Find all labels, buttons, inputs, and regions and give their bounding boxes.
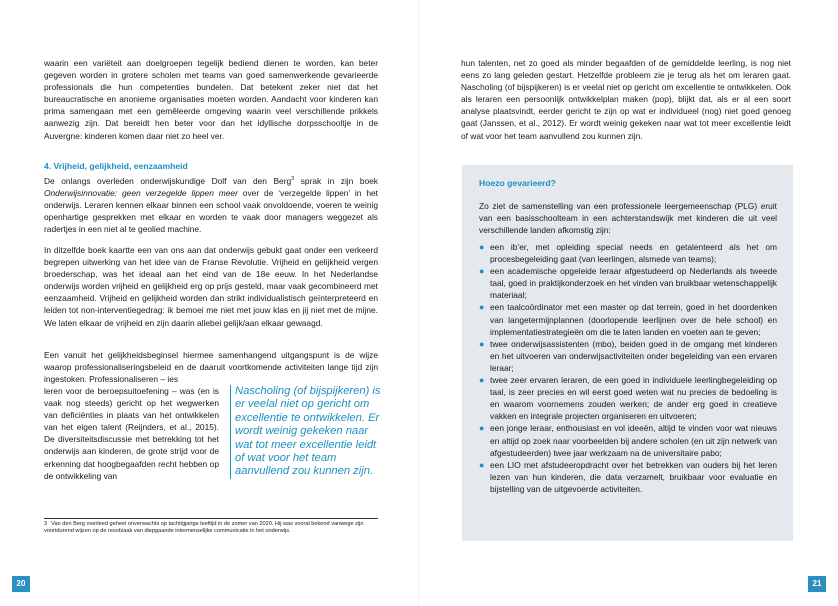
pull-quote: Nascholing (of bijspijkeren) is er veelal niet op gericht om excellentie te ontwikkelen. Er wordt weinig gekeken naar wat tot meer excellentie leidt of wat voor het team aanvullend zou kunnen zijn.: [230, 385, 385, 479]
box-intro: Zo ziet de samenstelling van een professionele leergemeenschap (PLG) eruit van een basisschoolteam in een achterstandswijk met kinderen die uit veel verschillende landen afkomstig zijn:: [479, 201, 777, 236]
bullet-icon: ●: [479, 423, 485, 434]
box-title: Hoezo gevarieerd?: [479, 178, 556, 188]
bullet-item: [479, 374, 777, 422]
bullet-item: [479, 338, 777, 374]
footnote-number: 3: [44, 521, 48, 527]
footnote-reference: 3: [291, 176, 295, 182]
bullet-icon: ●: [479, 266, 485, 277]
right-page: [419, 0, 838, 606]
bullet-item: [479, 265, 777, 301]
bullet-item: [479, 459, 777, 495]
bullet-text: een ib’er, met opleiding special needs en getalenteerd als het om procesbegeleiding gaat (van leerlingen, alsmede van teams);: [490, 242, 777, 265]
left-paragraph-1: waarin een variëteit aan doelgroepen tegelijk bediend dienen te worden, kan beter gegeven worden in grotere scholen met teams van goed samenwerkende gevarieerde professionals die hun competenties bundelen. Dat betekent zeker niet dat het bureaucratische en anonieme organisaties moeten worden. Aandacht voor kinderen kan prima samengaan met een gemêleerde omgeving waarin veel verschillende prikkels aanwezig zijn. Dat bereidt hen beter voor dan het idyllische dorpsschooltje in de Auvergne: kinderen komen daar niet zo heel ver.: [44, 58, 378, 141]
bullet-item: [479, 422, 777, 458]
bullet-icon: ●: [479, 242, 485, 252]
footnote-text: Van den Berg overleed geheel onverwachts op tachtigjarige leeftijd in de zomer van 2020. Hij was vooral bekend vanwege zijn voortdurend wijzen op de noodzaak van diepgaande intermenselijke communicatie in het onderwijs.: [44, 521, 364, 535]
footnote: [44, 518, 378, 536]
bullet-text: een taalcoördinator met een master op dat terrein, goed in het doordenken van langetermijnplannen (doorlopende leerlijnen over de hele school) en implementatiestrategieën om die te laten landen en voeten aan te geven;: [490, 302, 777, 337]
bullet-text: een jonge leraar, enthousiast en vol ideeën, altijd te vinden voor wat nieuws en altijd op zoek naar voorbeelden bij andere scholen (en uit zijn netwerk van afgestudeerden) twee jaar werkzaam na de universitaire pabo;: [490, 423, 777, 458]
bullet-text: een LIO met afstudeeropdracht over het betrekken van ouders bij het leren lezen van hun kinderen, die data verzamelt, bruikbaar voor evaluatie en bijstelling van de uitgevoerde activiteiten.: [490, 459, 777, 494]
paragraph-text: sprak in zijn boek: [294, 175, 378, 186]
bullet-text: twee zeer ervaren leraren, de een goed in individuele leerlingbegeleiding op taal, is zeer precies en wil eerst goed weten wat nu precies de bedoeling is en waarom voornemens zouden werken; de ander erg goed in creatieve vakken en integrale projecten organiseren en uitvoeren;: [490, 375, 777, 422]
bullet-icon: ●: [479, 338, 485, 349]
bullet-text: twee onderwijsassistenten (mbo), beiden goed in de omgang met kinderen en het uitvoeren van onderwijsactiviteiten onder begeleiding van een ervaren leraar;: [490, 338, 777, 373]
section-heading: 4. Vrijheid, gelijkheid, eenzaamheid: [44, 161, 188, 171]
paragraph-text: over de ‘verzegelde lippen’ in het onderwijs. Leraren kennen elkaar binnen een school vaak onvoldoende, voeren te weinig openhartige gesprekken met elkaar en worden te vaak door managers weggezet als radertjes in een niet al te geolied machine.: [44, 187, 378, 235]
bullet-icon: ●: [479, 459, 485, 470]
paragraph-text: De onlangs overleden onderwijskundige Dolf van den Berg: [44, 175, 292, 186]
bullet-icon: ●: [479, 375, 485, 386]
left-paragraph-4-narrow: leren voor de beroepsuitoefening – was (en is vaak nog steeds) gericht op het wegwerken van deficiënties in plaats van het ontwikkelen van het eigen talent (Reijnders, et al., 2015). De diversiteitsdiscussie met betrekking tot het onderwijs aan kinderen, de grote strijd voor de erkenning dat hoogbegaafden recht hebben op de ontwikkeling van: [44, 386, 219, 481]
left-paragraph-4-full: Een vanuit het gelijkheidsbeginsel hiermee samenhangend uitgangspunt is de wijze waarop professionaliseringsbeleid en de daaruit voortkomende activiteiten lange tijd zijn ingestoken. Professionaliseren – ies: [44, 350, 378, 385]
right-paragraph-1: hun talenten, net zo goed als minder begaafden of de gemiddelde leerling, is nog niet eens zo lang geleden gestart. Hetzelfde probleem zie je terug als het om leraren gaat. Nascholing (of bijspijkeren) is er veelal niet op gericht om excellentie te ontwikkelen. Ook als leraren een persoonlijk ontwikkelplan maken (pop), blijkt dat, als er al een soort analyse plaatsvindt, eerder gericht te zijn op wat er individueel (nog) niet goed genoeg gaat (Janssen, et al., 2012). Er wordt weinig gekeken naar wat tot meer excellentie leidt of wat voor het team aanvullend zou kunnen zijn.: [461, 58, 791, 141]
page-number-left: 20: [12, 576, 30, 592]
sidebar-box: [462, 165, 793, 541]
bullet-list: [479, 241, 777, 495]
bullet-icon: ●: [479, 302, 485, 313]
bullet-item: [479, 241, 777, 265]
bullet-text: een academische opgeleide leraar afgestudeerd op Nederlands als tweede taal, goed in praktijkonderzoek en het vinden van bruikbaar wetenschappelijk materiaal;: [490, 266, 777, 301]
page-number-right: 21: [808, 576, 826, 592]
left-paragraph-2: [44, 173, 378, 235]
book-title: Onderwijsinnovatie: geen verzegelde lippen meer: [44, 187, 238, 198]
bullet-item: [479, 301, 777, 337]
left-paragraph-3: In ditzelfde boek kaartte een van ons aan dat onderwijs gebukt gaat onder een verkeerd begrepen uitwerking van het idee van de Franse Revolutie. Vrijheid en gelijkheid vergen broederschap, was het ideaal aan het eind van de 18e eeuw. In het Nederlandse onderwijs worden vrijheid en gelijkheid erg op prijs gesteld, maar vaak gecombineerd met eenzaamheid. Vrijheid en gelijkheid worden dan strikt individualistisch geïnterpreteerd en leiden tot non-interventiegedrag: ik bemoei me niet met jouw klas en jij niet met de mijne. We laten elkaar de vrijheid en zijn daarin allebei gelijk/aan elkaar gewaagd.: [44, 245, 378, 328]
